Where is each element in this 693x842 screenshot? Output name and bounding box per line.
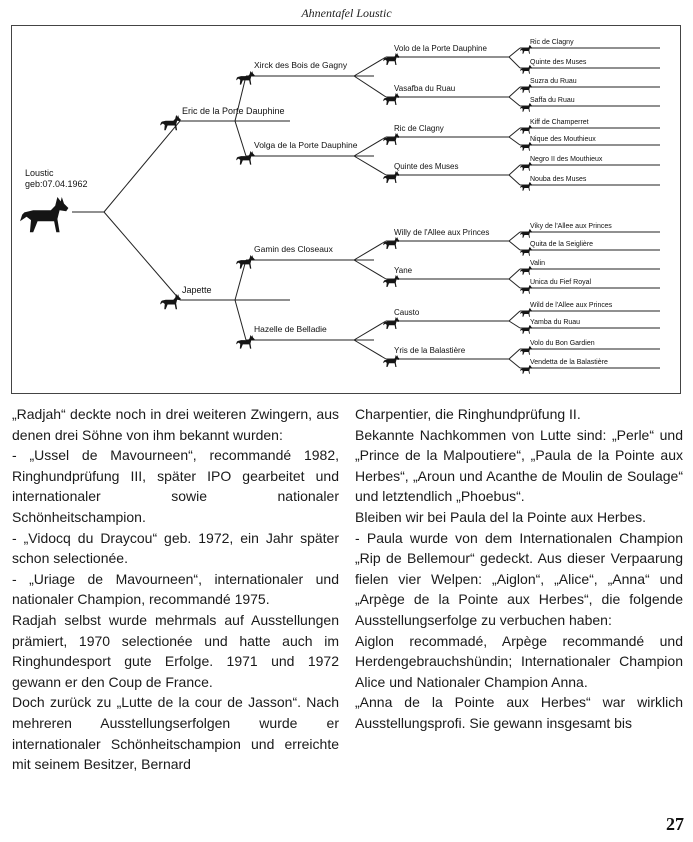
dog-icon (520, 182, 532, 191)
dog-name: Wild de l'Allee aux Princes (530, 302, 613, 309)
dog-icon (520, 285, 532, 294)
dog-name: Ric de Clagny (530, 39, 574, 46)
tree-line (509, 165, 520, 175)
dog-name: Ric de Clagny (394, 124, 444, 133)
tree-line (509, 97, 520, 106)
tree-line (354, 340, 386, 359)
tree-line (354, 57, 386, 76)
dog-icon (383, 133, 400, 145)
dog-icon (520, 142, 532, 151)
dog-icon (383, 93, 400, 105)
dog-icon (383, 317, 400, 329)
text-column-right (355, 404, 683, 734)
dog-icon (520, 229, 532, 238)
dog-name: Nique des Mouthieux (530, 136, 596, 143)
tree-line (509, 137, 520, 145)
dog-icon (520, 308, 532, 317)
dog-icon (160, 115, 181, 130)
dog-name: Yamba du Ruau (530, 319, 581, 326)
dog-icon (520, 65, 532, 74)
dog-icon (520, 103, 532, 112)
dog-icon (383, 275, 400, 287)
dog-icon (20, 197, 68, 232)
dog-name: Loustic (25, 168, 54, 178)
pedigree-caption: Ahnentafel Loustic (301, 6, 392, 20)
dog-name: Quita de la Seiglière (530, 241, 594, 248)
tree-line (509, 269, 520, 279)
tree-line (354, 156, 386, 175)
tree-line (509, 175, 520, 185)
paragraph: - „Ussel de Mavourneen“, recommandé 1982, Ringhundprüfung III, später IPO gearbeitet und internationaler sowie nationaler Schönheitschampion. (12, 447, 339, 525)
tree-line (509, 232, 520, 241)
tree-line (509, 349, 520, 359)
dog-name: Volo de la Porte Dauphine (394, 44, 487, 53)
dog-icon (520, 45, 532, 54)
dog-name: Japette (182, 285, 212, 295)
dog-icon (520, 365, 532, 374)
dog-icon (520, 325, 532, 334)
tree-line (354, 137, 386, 156)
tree-line (509, 128, 520, 137)
paragraph: - „Uriage de Mavourneen“, internationaler und nationaler Champion, recommandé 1975. (12, 570, 339, 608)
dog-icon (520, 247, 532, 256)
dog-name: Xirck des Bois de Gagny (254, 60, 348, 70)
dog-icon (383, 355, 400, 367)
text-column-left (12, 404, 339, 775)
tree-line (509, 321, 520, 328)
dog-name: Negro II des Mouthieux (530, 156, 603, 163)
paragraph: Aiglon recommadé, Arpège recommandé und Herdengebrauchshündin; Internationaler Champion Alice und Nationaler Champion Anna. (355, 632, 683, 690)
paragraph: Charpentier, die Ringhundprüfung II. (355, 406, 581, 422)
dog-name: Vendetta de la Balastière (530, 359, 608, 366)
dog-name: Viky de l'Allee aux Princes (530, 223, 612, 230)
dog-name: Saffa du Ruau (530, 97, 575, 104)
paragraph: Bleiben wir bei Paula del la Pointe aux Herbes. (355, 508, 647, 525)
paragraph: „Anna de la Pointe aux Herbes“ war wirklich Ausstellungsprofi. Sie gewann insgesamt bis (355, 694, 683, 731)
dog-icon (520, 125, 532, 134)
tree-line (509, 241, 520, 250)
pedigree-chart (11, 25, 681, 394)
tree-line (509, 48, 520, 57)
tree-line (104, 121, 180, 212)
tree-line (235, 300, 246, 340)
dog-name: Quinte des Muses (530, 59, 587, 66)
tree-line (354, 260, 386, 279)
dog-name: Willy de l'Allee aux Princes (394, 228, 490, 237)
dog-icon (520, 162, 532, 171)
dog-icon (160, 294, 181, 309)
paragraph: - „Vidocq du Draycou“ geb. 1972, ein Jahr später schon selectionée. (12, 529, 339, 567)
dog-name: Unica du Fief Royal (530, 279, 592, 286)
paragraph: - Paula wurde von dem Internationalen Champion „Rip de Bellemour“ gedeckt. Aus dieser Verpaarung fielen vier Welpen: „Aiglon“, „Alice“, „Anna“ und „Arpège de la Pointe aux Herbes“, die folgende Ausstellungserfolge zu verbuchen haben: (355, 529, 683, 628)
dog-name: Yris de la Balastière (394, 346, 466, 355)
dog-icon (383, 171, 400, 183)
tree-line (509, 57, 520, 68)
tree-line (509, 87, 520, 97)
tree-line (104, 212, 180, 300)
dog-name: Quinte des Muses (394, 162, 459, 171)
dog-icon (520, 84, 532, 93)
dog-name: Causto (394, 308, 420, 317)
paragraph: „Radjah“ deckte noch in drei weiteren Zwingern, aus denen drei Söhne von ihm bekannt wurden: (12, 406, 339, 443)
tree-line (509, 359, 520, 368)
dog-icon (383, 53, 400, 65)
paragraph: Bekannte Nachkommen von Lutte sind: „Perle“ und „Prince de la Malpoutiere“, „Paula de la Pointe aux Herbes“, „Aroun und Acanthe de Moulin de Soulage“ und letztendlich „Phoebus“. (355, 426, 683, 505)
dog-name: Kiff de Champerret (530, 119, 589, 126)
dog-name: Volga de la Porte Dauphine (254, 140, 358, 150)
dog-name: Suzra du Ruau (530, 78, 577, 85)
dog-icon (520, 266, 532, 275)
dog-icon (383, 237, 400, 249)
dog-name: Vasafba du Ruau (394, 84, 456, 93)
dog-name: Valin (530, 260, 546, 267)
dog-name: Volo du Bon Gardien (530, 340, 595, 347)
dog-icon (520, 346, 532, 355)
dog-name: Nouba des Muses (530, 176, 587, 183)
dog-name: Yane (394, 266, 413, 275)
page-number: 27 (666, 814, 684, 834)
pedigree-tree (12, 26, 682, 395)
dog-name: Hazelle de Belladie (254, 324, 327, 334)
dog-icon (236, 71, 255, 85)
tree-line (354, 321, 386, 340)
paragraph: Radjah selbst wurde mehrmals auf Ausstellungen prämiert, 1970 selectionée und hatte auch im Ringhundesport gute Erfolge. 1971 und 1972 gewann er den Coup de France. (12, 611, 339, 690)
dog-name: Gamin des Closeaux (254, 244, 333, 254)
tree-line (354, 76, 386, 97)
paragraph: Doch zurück zu „Lutte de la cour de Jasson“. Nach mehreren Ausstellungserfolgen wurde er internationaler Schönheitschampion und erreichte mit seinem Besitzer, Bernard (12, 694, 339, 773)
tree-line (509, 279, 520, 288)
dog-icon (236, 255, 255, 269)
tree-line (235, 121, 246, 156)
dog-name: Eric de la Porte Dauphine (182, 106, 285, 116)
tree-line (509, 311, 520, 321)
dog-name: geb:07.04.1962 (25, 179, 88, 189)
tree-line (354, 241, 386, 260)
